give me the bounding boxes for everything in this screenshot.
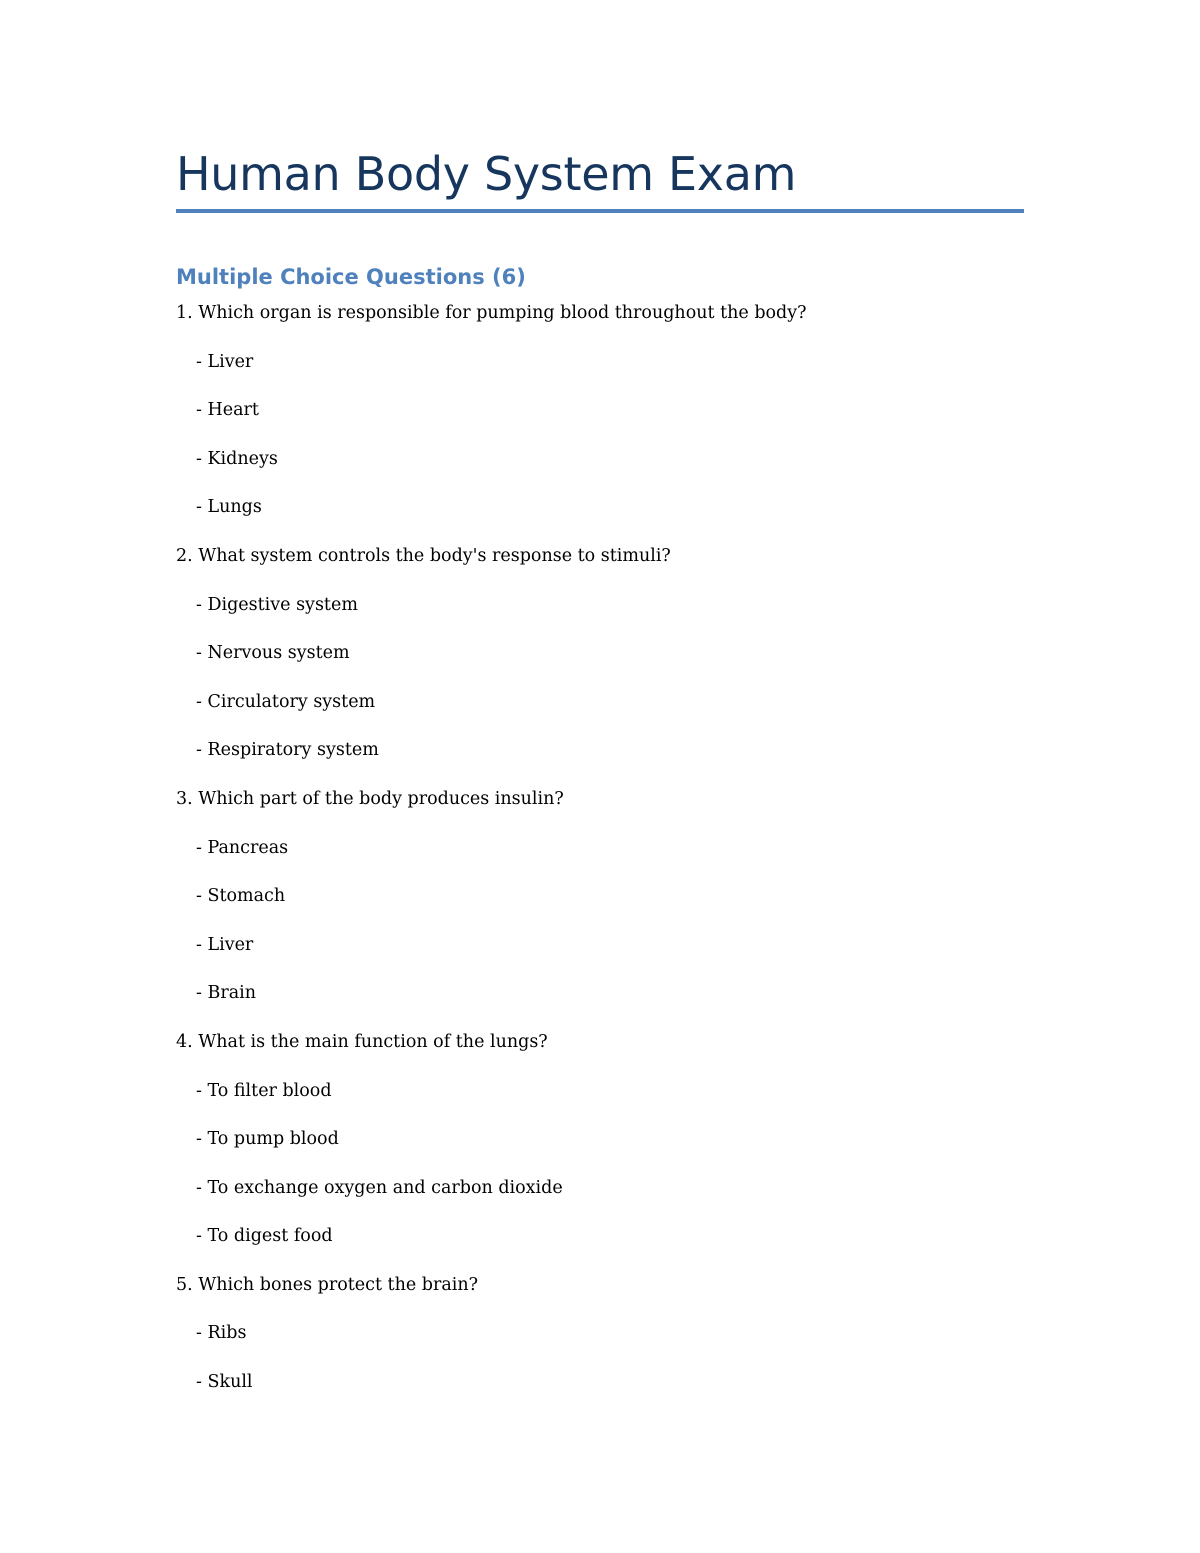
answer-option: - Lungs [196, 497, 262, 518]
question-text: 1. Which organ is responsible for pumping blood throughout the body? [176, 303, 807, 323]
answer-option: - Respiratory system [196, 740, 379, 761]
answer-option: - To pump blood [196, 1129, 339, 1150]
answer-option: - Heart [196, 400, 259, 421]
section-heading: Multiple Choice Questions (6) [176, 265, 526, 289]
answer-option: - Stomach [196, 886, 286, 907]
answer-option: - Liver [196, 934, 254, 955]
answer-option: - To digest food [196, 1226, 333, 1247]
answer-option: - Pancreas [196, 837, 289, 858]
answer-option: - To filter blood [196, 1080, 332, 1101]
answer-option: - Nervous system [196, 643, 350, 664]
answer-option: - Skull [196, 1372, 253, 1393]
question-list [176, 300, 1024, 1418]
document-title: Human Body System Exam [176, 147, 797, 201]
question-text: 3. Which part of the body produces insulin? [176, 788, 564, 809]
question-text: 4. What is the main function of the lungs? [176, 1031, 548, 1052]
title-underline-divider [176, 209, 1024, 213]
answer-option: - Ribs [196, 1323, 247, 1344]
answer-option: - Digestive system [196, 594, 358, 615]
answer-option: - Kidneys [196, 448, 278, 469]
answer-option: - Circulatory system [196, 691, 376, 712]
answer-option: - Brain [196, 983, 257, 1004]
answer-option: - Liver [196, 351, 254, 372]
answer-option: - To exchange oxygen and carbon dioxide [196, 1177, 563, 1198]
question-text: 5. Which bones protect the brain? [176, 1274, 479, 1295]
question-text: 2. What system controls the body's response to stimuli? [176, 545, 671, 566]
